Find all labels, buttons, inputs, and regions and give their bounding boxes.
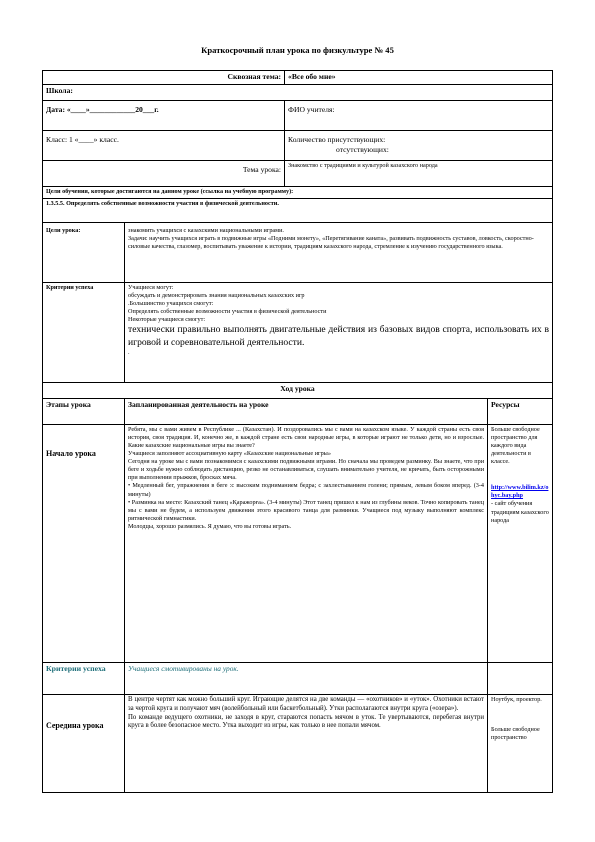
resource-link[interactable]: http://www.bilim.kz/ohyc.bay.php <box>491 484 549 500</box>
criteria-row-label: Критерии успеха <box>43 663 125 695</box>
criteria-row-value: Учащиеся смотивированы на урок. <box>125 663 488 695</box>
criteria-big-line: технически правильно выполнять двигательные действия из базовых видов спорта, использовать их в игровой и соревновательной деятельности. <box>128 324 550 348</box>
start-stage: Начало урока <box>43 425 125 663</box>
middle-resources-bottom: Больше свободное пространство <box>491 726 540 742</box>
middle-stage: Середина урока <box>43 695 125 793</box>
start-resources <box>488 425 553 663</box>
middle-paragraph: В центре чертят как можно больший круг. Играющие делятся на две команды — «охотников» и «уток». Охотники встают за чертой круга и получают мяч (волейбольный или баскетбольный). Утки располагаются внутри круга («озера»). <box>128 696 485 712</box>
topic-label: Тема урока: <box>43 161 285 187</box>
start-paragraph: • Разминка на месте: Казахский танец «Қаражорға». (3-4 минуты) Этот танец пришел к нам из глубины веков. Точно копировать танец мы с вами не будем, а используем движения этого красивого танца для разминки. Учащиеся под музыку выполняют комплекс ритмической гимнастики. <box>128 498 485 522</box>
start-activity <box>125 425 488 663</box>
middle-paragraph: По команде ведущего охотники, не заходя в круг, стараются попасть мячом в уток. Те увертываются, перебегая внутри круга в более безопасное место. Утка выходит из игры, как только в нее попали мячом. <box>128 713 485 730</box>
objectives-header: Цели обучения, которые достигаются на данном уроке (ссылка на учебную программу): <box>43 187 553 199</box>
goals-line: знакомить учащихся с казахскими национальными играми. <box>128 227 284 234</box>
criteria-dot: . <box>128 349 130 357</box>
start-resources-top: Больше свободное пространство для каждого вида деятельности в классе. <box>491 426 540 466</box>
theme-value: «Все обо мне» <box>285 71 553 85</box>
lesson-plan-table <box>42 70 553 793</box>
middle-activity <box>125 695 488 793</box>
theme-label: Сквозная тема: <box>43 71 285 85</box>
goals-line: Задачи: научить учащихся играть в подвижные игры «Подними монету», «Перетягивание каната», развивать подвижность суставов, ловкость, скоростно-силовые качества, глазомер, воспитывать уважение к истории, традициям казахского народа, стремление к изучению государственного языка. <box>128 235 534 251</box>
teacher-field: ФИО учителя: <box>285 101 553 131</box>
criteria-line: .Большинство учащихся смогут: <box>128 300 214 308</box>
start-paragraph: Сегодня на уроке мы с вами познакомимся с казахскими подвижными играми. Но сначала мы проведем разминку. Вы знаете, что при беге и ходьбе нужно соблюдать дистанцию, резко не останавливаться, слушать внимательно учителя, не кричать, быть осторожными при выполнении прыжков, бросках мяча. <box>128 458 485 482</box>
attendance-cell <box>285 131 553 161</box>
criteria-text <box>125 283 553 383</box>
column-resources: Ресурсы <box>488 399 553 425</box>
middle-resources <box>488 695 553 793</box>
course-header: Ход урока <box>43 383 553 399</box>
criteria-line: Учащиеся могут: <box>128 284 174 291</box>
criteria-line: обсуждать и демонстрировать знания национальных казахских игр <box>128 292 305 300</box>
start-paragraph: Ребята, мы с вами живем в Республике ... (Казахстан). И поздоровались мы с вами на казахском языке. У каждой страны есть своя история, своя традиция. И, конечно же, в каждой стране есть свои народные игры, в которые играют не только дети, но и взрослые. Какие казахские национальные игры вы знаете? <box>128 426 485 450</box>
start-paragraph: Учащиеся заполняют ассоциативную карту «Казахские национальные игры» <box>128 450 331 458</box>
criteria-label: Критерии успеха <box>43 283 125 383</box>
date-field: Дата: «____»____________20___г. <box>43 101 285 131</box>
page-title: Краткосрочный план урока по физкультуре № 45 <box>201 45 394 55</box>
criteria-line: Определять собственные возможности участия в физической деятельности <box>128 308 327 316</box>
class-field: Класс: 1 «____» класс. <box>43 131 285 161</box>
objective-code: 1.3.5.5. Определять собственные возможности участия в физической деятельности. <box>43 199 553 223</box>
present-count: Количество присутствующих: <box>288 135 386 144</box>
start-resources-bottom: - сайт обучения традициям казахского народа <box>491 500 549 524</box>
start-paragraph: • Медленный бег, упражнения в беге :с высоким подниманием бедра; с захлестыванием голени; прямым, левым боком вперед. (3-4 минуты) <box>128 482 485 498</box>
school-field: Школа: <box>43 85 553 101</box>
column-activity: Запланированная деятельность на уроке <box>125 399 488 425</box>
middle-resources-top: Ноутбук, проектор. <box>491 696 542 703</box>
criteria-row-empty <box>488 663 553 695</box>
topic-value: Знакомство с традициями и культурой казахского народа <box>285 161 553 187</box>
criteria-line: Некоторые учащиеся смогут: <box>128 316 206 324</box>
start-paragraph: Молодцы, хорошо размялись. Я думаю, что вы готовы играть. <box>128 522 292 530</box>
absent-count: отсутствующих: <box>336 144 389 154</box>
column-stage: Этапы урока <box>43 399 125 425</box>
goals-text <box>125 223 553 283</box>
goals-label: Цели урока: <box>43 223 125 283</box>
